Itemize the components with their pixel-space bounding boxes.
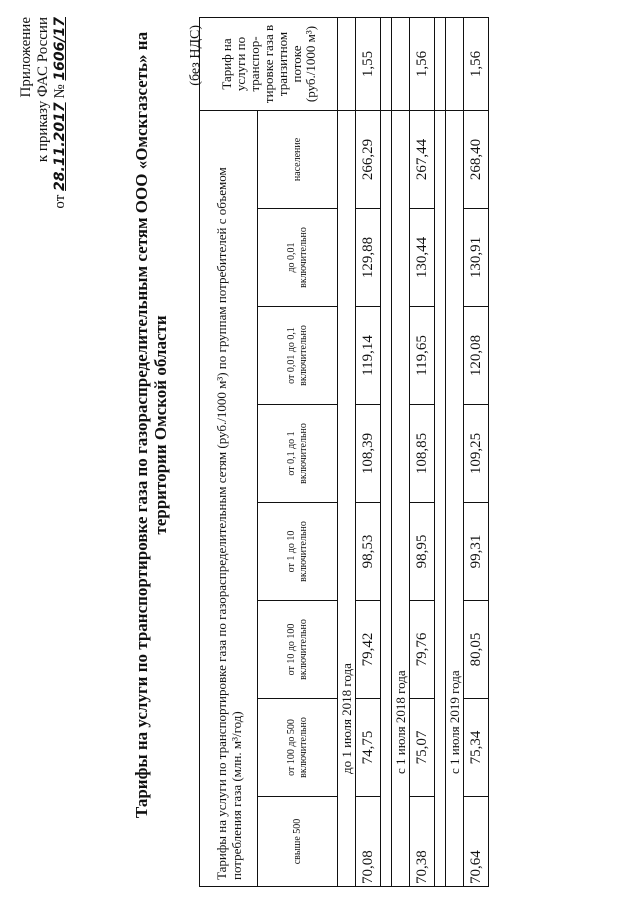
value-cell: 120,08 [464,307,489,405]
value-cell: 99,31 [464,503,489,601]
value-cell: 75,34 [464,699,489,797]
tariff-table [199,17,489,887]
value-cell: 70,38 [410,797,435,887]
table-row [356,17,381,886]
col-header-population: население [258,110,338,208]
value-cell: 109,25 [464,405,489,503]
transit-tariff-header: Тариф на услуги по транспор-тировке газа в транзитном потоке (руб./1000 м³) [200,17,338,110]
appendix-order-ref: к приказу ФАС России [35,17,51,163]
period-label-cell [338,110,356,886]
value-cell: 70,08 [356,797,381,887]
group-caption-row [200,17,258,886]
value-cell: 119,65 [410,307,435,405]
table-row [410,17,435,886]
value-cell: 70,64 [464,797,489,887]
value-cell: 79,76 [410,601,435,699]
transit-value-cell: 1,55 [356,17,381,110]
value-cell: 74,75 [356,699,381,797]
column-header-row [258,17,338,886]
value-cell: 98,53 [356,503,381,601]
number-sign: № [52,84,68,99]
col-header-100-500: от 100 до 500 включительно [258,699,338,797]
transit-value-cell: 1,56 [464,17,489,110]
period-row [392,17,410,886]
appendix-header [18,17,69,317]
period-label: с 1 июля 2018 года [392,670,408,774]
period-label: до 1 июля 2018 года [338,663,354,774]
value-cell: 79,42 [356,601,381,699]
value-cell: 129,88 [356,209,381,307]
appendix-label: Приложение [18,17,34,98]
document-title [132,15,170,835]
period-transit-cell [446,17,464,110]
title-line-2: территории Омской области [151,315,170,535]
handwritten-order-number: 1606/17 [52,17,68,81]
col-header-1-10: от 1 до 10 включительно [258,503,338,601]
group-caption: Тарифы на услуги по транспортировке газа по газораспределительным сетям (руб./1000 м³) по группам потребителей с объемом потребления газа (млн. м³/год) [200,110,258,886]
gap-row [381,17,392,886]
value-cell: 267,44 [410,110,435,208]
value-cell: 108,85 [410,405,435,503]
vat-note: (без НДС) [188,25,203,86]
value-cell: 268,40 [464,110,489,208]
period-label-cell [392,110,410,886]
appendix-date-prefix: от [52,194,68,209]
period-label: с 1 июля 2019 года [446,670,462,774]
appendix-date-line [52,17,69,317]
period-row [446,17,464,886]
value-cell: 266,29 [356,110,381,208]
period-transit-cell [392,17,410,110]
col-header-001-01: от 0,01 до 0,1 включительно [258,307,338,405]
col-header-over-500: свыше 500 [258,797,338,887]
value-cell: 119,14 [356,307,381,405]
transit-value-cell: 1,56 [410,17,435,110]
value-cell: 80,05 [464,601,489,699]
period-transit-cell [338,17,356,110]
value-cell: 75,07 [410,699,435,797]
period-label-cell [446,110,464,886]
handwritten-date: 28.11.2017 [52,102,68,191]
col-header-under-001: до 0,01 включительно [258,209,338,307]
gap-row [435,17,446,886]
value-cell: 130,44 [410,209,435,307]
value-cell: 98,95 [410,503,435,601]
table-row [464,17,489,886]
value-cell: 108,39 [356,405,381,503]
period-row [338,17,356,886]
col-header-10-100: от 10 до 100 включительно [258,601,338,699]
title-line-1: Тарифы на услуги по транспортировке газа по газораспределительным сетям ООО «Омскгазсеть» на [132,31,151,819]
value-cell: 130,91 [464,209,489,307]
col-header-01-1: от 0,1 до 1 включительно [258,405,338,503]
